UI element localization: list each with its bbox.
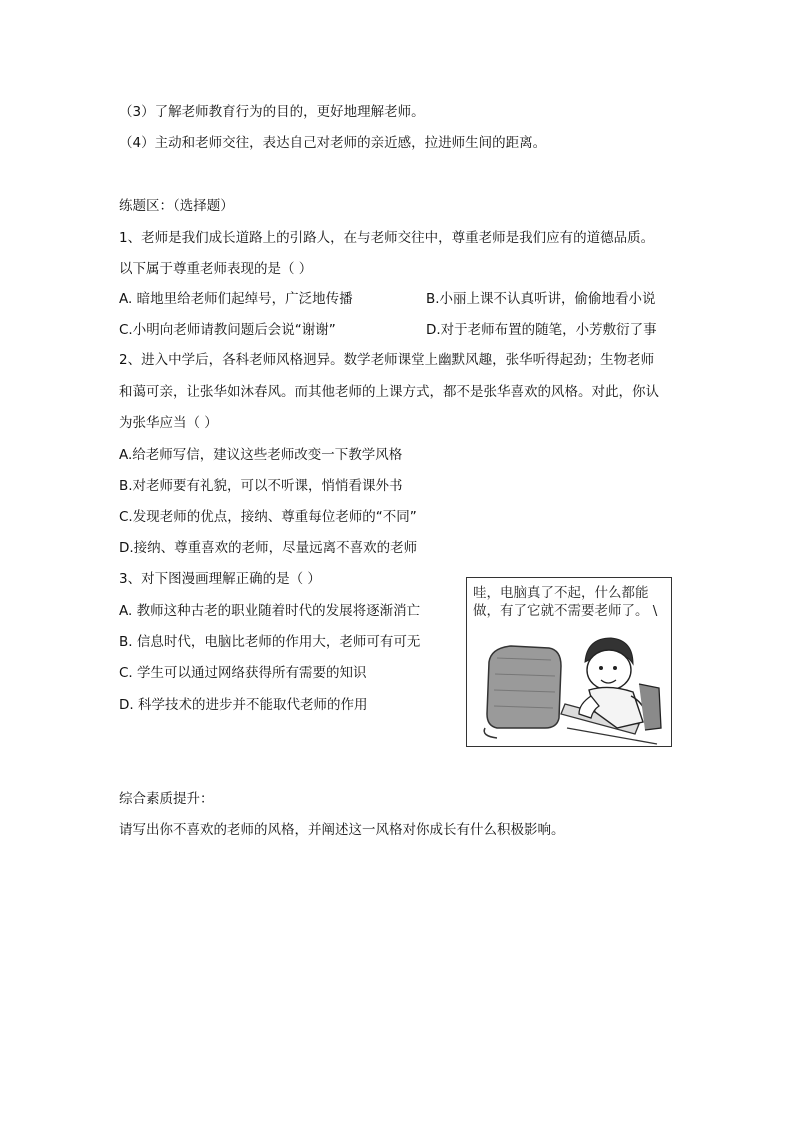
intro-item-3: （3）了解老师教育行为的目的，更好地理解老师。 — [119, 104, 425, 120]
quality-title: 综合素质提升： — [119, 791, 214, 807]
practice-title: 练题区：（选择题） — [119, 198, 234, 214]
q3-option-a: A. 教师这种古老的职业随着时代的发展将逐渐消亡 — [119, 603, 421, 619]
q1-option-b: B.小丽上课不认真听讲，偷偷地看小说 — [426, 291, 656, 307]
q2-option-d: D.接纳、尊重喜欢的老师，尽量远离不喜欢的老师 — [119, 540, 418, 556]
q2-stem-line3: 为张华应当（ ） — [119, 415, 218, 431]
q1-option-d: D.对于老师布置的随笔，小芳敷衍了事 — [426, 322, 657, 338]
q3-stem: 3、对下图漫画理解正确的是（ ） — [119, 571, 321, 587]
q3-option-b: B. 信息时代，电脑比老师的作用大，老师可有可无 — [119, 634, 421, 650]
q3-option-c: C. 学生可以通过网络获得所有需要的知识 — [119, 665, 367, 681]
q2-stem-line2: 和蔼可亲，让张华如沐春风。而其他老师的上课方式，都不是张华喜欢的风格。对此，你认 — [119, 384, 659, 400]
q1-stem-line1: 1、老师是我们成长道路上的引路人，在与老师交往中，尊重老师是我们应有的道德品质。 — [119, 230, 655, 246]
quality-prompt: 请写出你不喜欢的老师的风格，并阐述这一风格对你成长有什么积极影响。 — [119, 822, 565, 838]
q3-option-d: D. 科学技术的进步并不能取代老师的作用 — [119, 697, 368, 713]
q1-option-a: A. 暗地里给老师们起绰号，广泛地传播 — [119, 291, 353, 307]
child-figure-icon — [579, 638, 661, 730]
q2-stem-line1: 2、进入中学后，各科老师风格迥异。数学老师课堂上幽默风趣，张华听得起劲；生物老师 — [119, 352, 655, 368]
q2-option-a: A.给老师写信，建议这些老师改变一下教学风格 — [119, 447, 403, 463]
cartoon-drawing — [467, 578, 671, 746]
intro-item-4: （4）主动和老师交往，表达自己对老师的亲近感，拉进师生间的距离。 — [119, 135, 547, 151]
q1-option-c: C.小明向老师请教问题后会说“谢谢” — [119, 322, 336, 338]
cartoon-caption: 哇，电脑真了不起，什么都能做，有了它就不需要老师了。 \ — [473, 585, 658, 619]
q1-stem-line2: 以下属于尊重老师表现的是（ ） — [119, 261, 313, 277]
q2-option-c: C.发现老师的优点，接纳、尊重每位老师的“不同” — [119, 509, 417, 525]
q2-option-b: B.对老师要有礼貌，可以不听课，悄悄看课外书 — [119, 478, 403, 494]
cartoon-image — [466, 577, 672, 747]
